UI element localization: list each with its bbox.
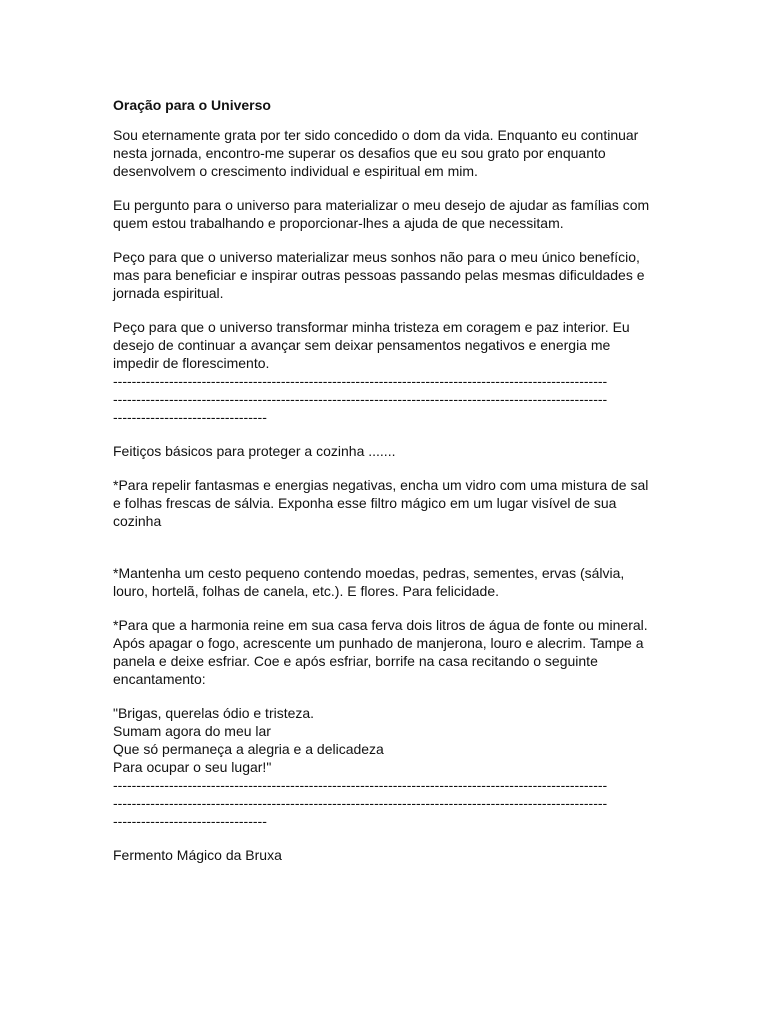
- separator-line: ----------------------------------------------------------------------------------------------------------: [113, 391, 608, 407]
- document-title: Oração para o Universo: [113, 97, 271, 113]
- separator-line: ----------------------------------------------------------------------------------------------------------: [113, 795, 608, 811]
- paragraph: *Para repelir fantasmas e energias negativas, encha um vidro com uma mistura de sal e folhas frescas de sálvia. Exponha esse filtro mágico em um lugar visível de sua cozinha: [113, 477, 649, 529]
- paragraph: Sou eternamente grata por ter sido concedido o dom da vida. Enquanto eu continuar nesta jornada, encontro-me superar os desafios que eu sou grato por enquanto desenvolvem o crescimento individual e espiritual em mim.: [113, 127, 639, 179]
- separator: [113, 776, 653, 830]
- separator-line: ---------------------------------: [113, 813, 267, 829]
- paragraph: *Para que a harmonia reine em sua casa ferva dois litros de água de fonte ou mineral. Após apagar o fogo, acrescente um punhado de manjerona, louro e alecrim. Tampe a panela e deixe esfriar. Coe e após esfriar, borrife na casa recitando o seguinte encantamento:: [113, 617, 648, 687]
- separator-line: ----------------------------------------------------------------------------------------------------------: [113, 777, 608, 793]
- verse-line: Para ocupar o seu lugar!": [113, 759, 272, 775]
- section-heading: Fermento Mágico da Bruxa: [113, 847, 282, 863]
- paragraph: Eu pergunto para o universo para materializar o meu desejo de ajudar as famílias com quem estou trabalhando e proporcionar-lhes a ajuda de que necessitam.: [113, 197, 650, 231]
- verse-line: Que só permaneça a alegria e a delicadeza: [113, 741, 384, 757]
- separator-line: ----------------------------------------------------------------------------------------------------------: [113, 373, 608, 389]
- separator: [113, 372, 653, 426]
- verse-line: Sumam agora do meu lar: [113, 723, 271, 739]
- paragraph: *Mantenha um cesto pequeno contendo moedas, pedras, sementes, ervas (sálvia, louro, hortelã, folhas de canela, etc.). E flores. Para felicidade.: [113, 565, 625, 599]
- document-page: [113, 96, 653, 880]
- paragraph: Peço para que o universo materializar meus sonhos não para o meu único benefício, mas para beneficiar e inspirar outras pessoas passando pelas mesmas dificuldades e jornada espiritual.: [113, 249, 645, 301]
- spacer: [113, 546, 653, 564]
- verse-line: "Brigas, querelas ódio e tristeza.: [113, 705, 315, 721]
- separator-line: ---------------------------------: [113, 409, 267, 425]
- verse: [113, 704, 653, 776]
- paragraph: Peço para que o universo transformar minha tristeza em coragem e paz interior. Eu desejo de continuar a avançar sem deixar pensamentos negativos e energia me impedir de florescimento.: [113, 319, 630, 371]
- section-heading: Feitiços básicos para proteger a cozinha .......: [113, 443, 396, 459]
